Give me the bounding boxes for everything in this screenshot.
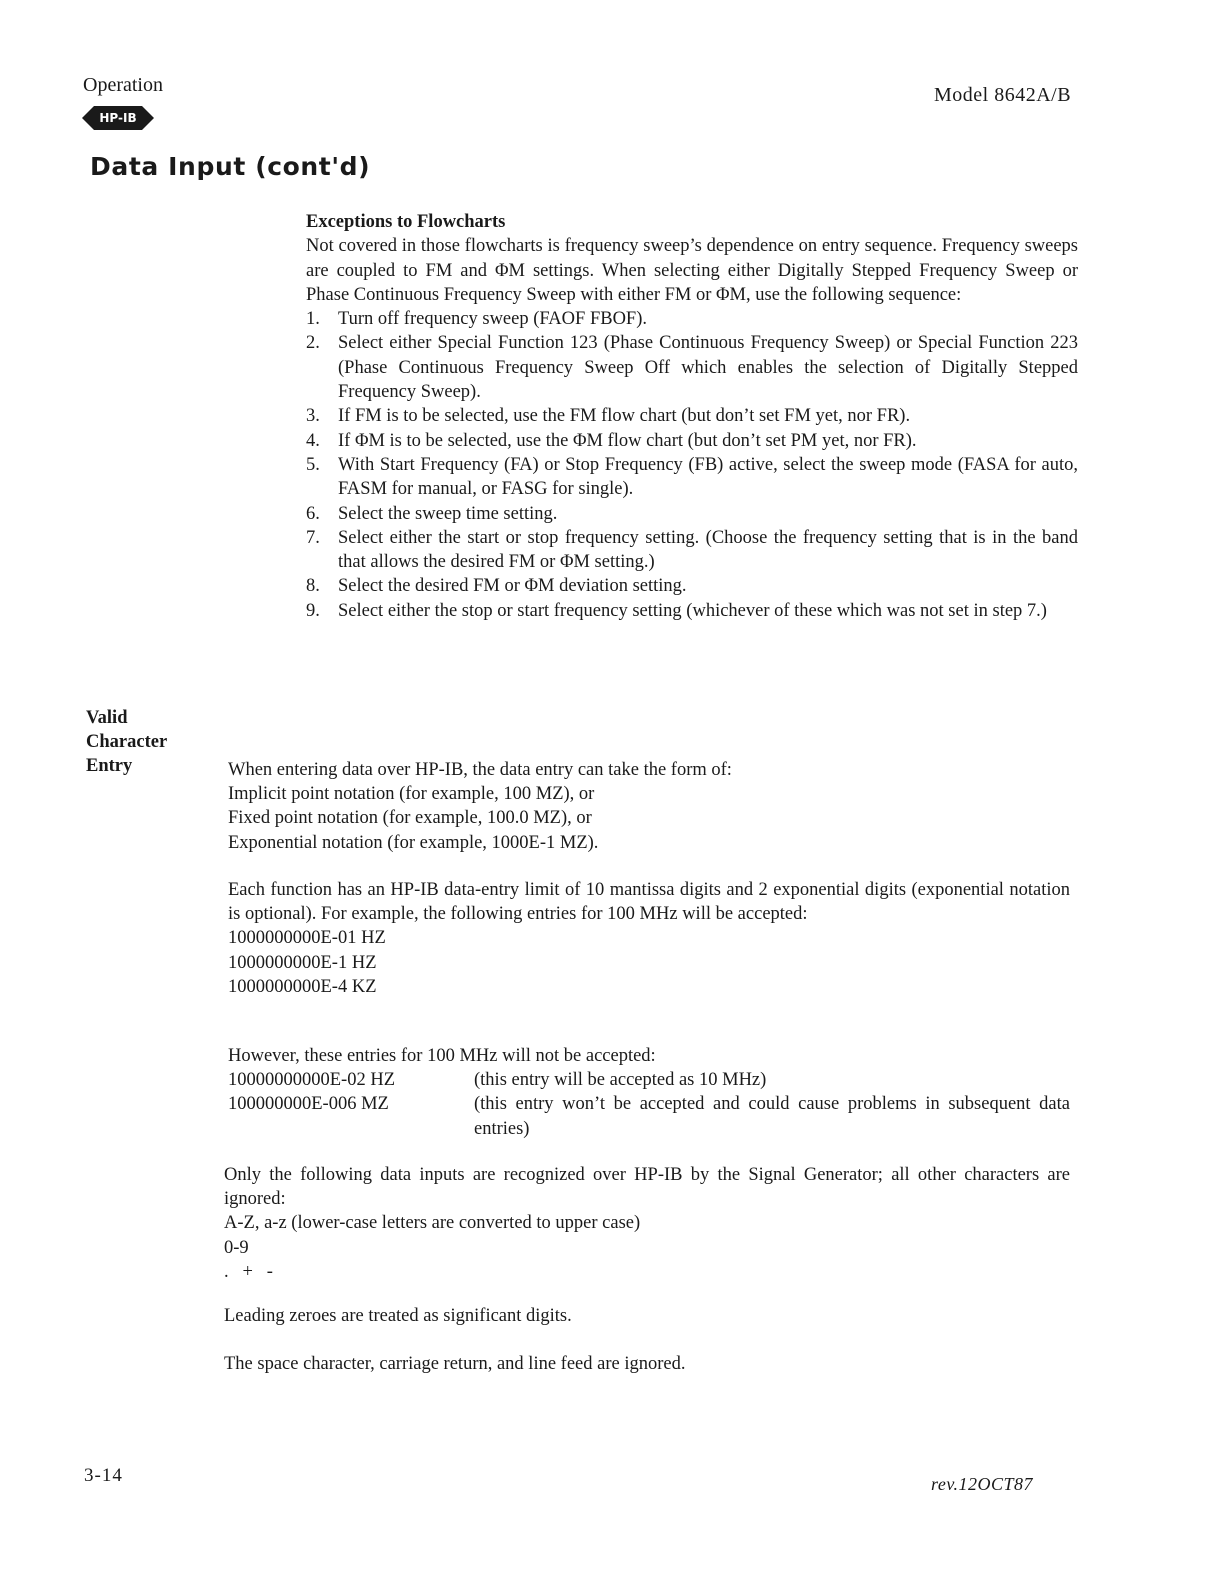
step-item: 2. Select either Special Function 123 (Phase Continuous Frequency Sweep) or Special Function 223 (Phase Continuous Frequency Sweep Off which enables the selection of Digitally Stepped Frequency Sweep). xyxy=(306,333,1078,403)
accepted-entry: 1000000000E-4 KZ xyxy=(228,976,377,997)
badge-text: HP-IB xyxy=(99,111,137,125)
accepted-entry: 1000000000E-01 HZ xyxy=(228,928,386,949)
step-item: 6. Select the sweep time setting. xyxy=(306,503,558,524)
exceptions-section xyxy=(306,210,1078,623)
entry-limit: Each function has an HP-IB data-entry limit of 10 mantissa digits and 2 exponential digits (exponential notation is optional). For example, the following entries for 100 MHz will be accepted: 1000000000E-01 HZ 1000000000E-1 HZ 1000000000E-4 KZ xyxy=(228,878,1070,999)
page-number: 3-14 xyxy=(84,1465,123,1486)
entry-forms: When entering data over HP-IB, the data entry can take the form of: Implicit point notation (for example, 100 MZ), or Fixed point notation (for example, 100.0 MZ), or Exponential notation (for example, 1000E-1 MZ). xyxy=(228,760,732,853)
section-label: Operation xyxy=(83,74,163,96)
side-heading: Valid Character Entry xyxy=(86,708,168,776)
step-item: 5. With Start Frequency (FA) or Stop Frequency (FB) active, select the sweep mode (FASA for auto, FASM for manual, or FASG for single). xyxy=(306,454,1078,500)
recognized-inputs: Only the following data inputs are recognized over HP-IB by the Signal Generator; all other characters are ignored: A-Z, a-z (lower-case letters are converted to upper case) 0-9 . + - xyxy=(224,1165,1070,1282)
rejected-row: 10000000000E-02 HZ (this entry will be accepted as 10 MHz) xyxy=(228,1070,767,1091)
step-item: 7. Select either the start or stop frequency setting. (Choose the frequency setting that is in the band that allows the desired FM or ΦM setting.) xyxy=(306,527,1078,573)
rejected-entries: However, these entries for 100 MHz will not be accepted: 10000000000E-02 HZ (this entry will be accepted as 10 MHz) 100000000E-006 MZ (this entry won’t be accepted and could cause problems in subsequent data entries) xyxy=(228,1044,1070,1141)
step-item: 8. Select the desired FM or ΦM deviation setting. xyxy=(306,576,687,597)
hp-ib-badge xyxy=(82,104,154,132)
model-label: Model 8642A/B xyxy=(934,84,1072,106)
page-title: Data Input (cont'd) xyxy=(90,152,371,181)
rejected-row: 100000000E-006 MZ (this entry won’t be accepted and could cause problems in subsequent data entries) xyxy=(228,1094,1070,1139)
leading-zeroes-note: Leading zeroes are treated as significant digits. xyxy=(224,1306,572,1326)
accepted-entry: 1000000000E-1 HZ xyxy=(228,952,377,973)
step-item: 3. If FM is to be selected, use the FM flow chart (but don’t set FM yet, nor FR). xyxy=(306,406,911,427)
steps-list xyxy=(306,307,1078,623)
step-item: 1. Turn off frequency sweep (FAOF FBOF). xyxy=(306,309,648,330)
exceptions-intro: Not covered in those flowcharts is frequency sweep’s dependence on entry sequence. Frequency sweeps are coupled to FM and ΦM settings. When selecting either Digitally Stepped Frequency Sweep or Phase Continuous Frequency Sweep with either FM or ΦM, use the following sequence: xyxy=(306,236,1078,305)
revision-label: rev.12OCT87 xyxy=(931,1474,1033,1494)
exceptions-heading: Exceptions to Flowcharts xyxy=(306,212,506,232)
step-item: 4. If ΦM is to be selected, use the ΦM flow chart (but don’t set PM yet, nor FR). xyxy=(306,430,917,451)
step-item: 9. Select either the stop or start frequency setting (whichever of these which was not set in step 7.) xyxy=(306,600,1047,621)
ignored-note: The space character, carriage return, and line feed are ignored. xyxy=(224,1354,686,1374)
